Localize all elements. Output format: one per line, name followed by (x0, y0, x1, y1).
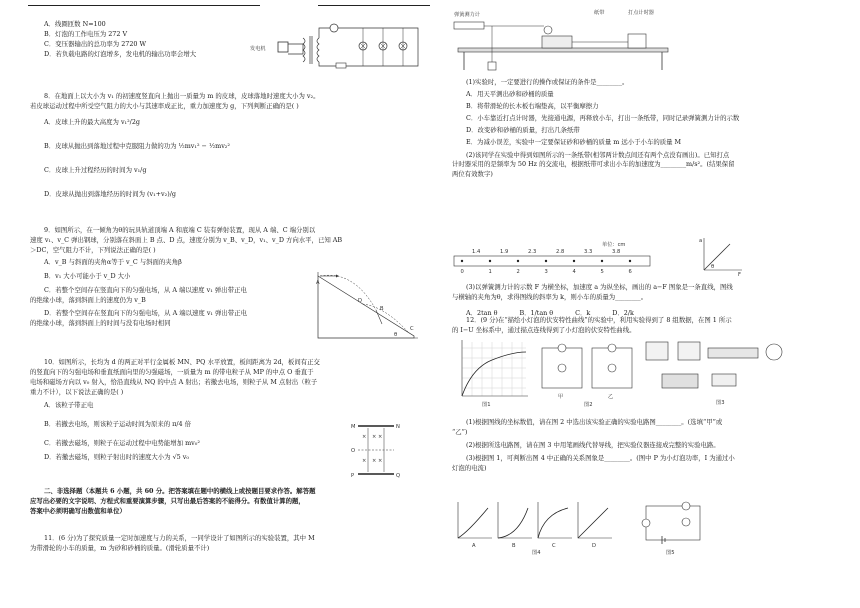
q12-sub1-cont: “乙”) (452, 427, 468, 436)
primary-coil (303, 38, 305, 62)
switch-icon (712, 374, 736, 386)
q7-options (30, 20, 260, 60)
fig4-graph (498, 502, 532, 549)
fig4-caption: 图4 (532, 550, 541, 556)
fig5-circuit (632, 498, 712, 556)
q12-sub2: (2)根据所选电路图，请在图 3 中用笔画线代替导线，把实验仪器连接成完整的实验电路。 (466, 440, 720, 449)
fig4-graph (538, 502, 572, 549)
fig1-caption: 图1 (482, 402, 491, 408)
svg-text:×: × (372, 434, 377, 440)
q11-stem-line: 为带滑轮的小车的质量，m 为砂和砂桶的质量。(滑轮质量不计) (30, 543, 210, 552)
top-rule-left (28, 5, 260, 6)
q11-apparatus-figure (452, 4, 672, 74)
generator-box (278, 42, 288, 52)
q10-stem-cont: 的竖直向下的匀强电场和垂直纸面向里的匀强磁场，一质量为 m 的带电粒子从 MP 的中点 O 垂直于 (30, 367, 314, 376)
q8 (30, 92, 430, 200)
q11-sub1-option-a: A．用天平测出砂和砂桶的质量 (466, 89, 554, 98)
tape-point-label: 0 (460, 269, 464, 274)
section-2-header (30, 487, 430, 517)
q8-option-b: B．皮球从抛出到落地过程中克服阻力做的功为 ½mv₁² − ½mv₂² (44, 141, 230, 150)
fig2-caption: 图2 (584, 402, 593, 408)
tape-point (545, 260, 547, 262)
svg-text:Q: Q (396, 473, 401, 479)
tape-point (601, 260, 603, 262)
a-f-line (704, 244, 730, 270)
voltmeter-icon (608, 344, 616, 352)
q8-option-d: D．皮球从抛出到落地经历的时间为 (v₁+v₂)/g (44, 189, 176, 198)
fig4-graph-label: B (512, 543, 516, 549)
tape-segment-value: 1.4 (472, 249, 481, 255)
q9-option-d: D．若整个空间存在竖直向下的匀强电场，从 A 端以速度 v₁ 弹出带正电 (44, 309, 247, 318)
tape-label: 纸带 (594, 10, 605, 16)
q10-option-b: B．若撤去电场，则该粒子运动时间为原来的 π/4 倍 (44, 419, 191, 428)
q11-sub2-cont: 两位有效数字) (452, 170, 493, 179)
q9-incline-figure (314, 272, 424, 342)
tape-point-label: 5 (600, 269, 604, 274)
iu-curve (462, 352, 526, 396)
tape-segment-value: 2.3 (528, 249, 537, 255)
lamp-icon (682, 502, 690, 510)
svg-text:O: O (351, 448, 356, 454)
fig4-graph (578, 502, 612, 549)
q11-sub3-option-a: A．2tan θ (466, 308, 498, 317)
tape-segment-value: 3.8 (612, 249, 621, 255)
spring-scale-label: 弹簧测力计 (454, 12, 480, 18)
q11-sub2-stem: (2)该同学在实验中得到如图所示的一条纸带(相邻两计数点间还有两个点没有画出)。已知打点 (466, 150, 730, 159)
tape-point-label: 6 (628, 269, 632, 274)
q11-sub3-cont: 与横轴的夹角为θ，求得图线的斜率为 k，则小车的质量为________。 (452, 292, 648, 301)
sand-bucket-icon (488, 62, 496, 70)
q12-sub3-cont: 灯泡的电流) (452, 463, 487, 472)
q9-option-b: B．v₁ 大小可能小于 v_D 大小 (44, 271, 131, 280)
q12-stem (452, 316, 852, 336)
q11-sub3-option-c: C．k (575, 308, 591, 317)
q12-stem-line: 12．(9 分)在“描绘小灯泡的伏安特性曲线”的实验中，利用实验得到了 8 组数据，在图 1 所示 (466, 316, 732, 324)
tape-segment-value: 1.9 (500, 249, 509, 255)
q11-sub1 (452, 78, 852, 180)
tape-strip (454, 256, 650, 266)
q11-sub3-stem: (3)以弹簧测力计的示数 F 为横坐标，加速度 a 为纵坐标，画出的 a−F 图象是一条直线，图线 (466, 283, 733, 291)
battery-icon (662, 374, 698, 388)
q10-option-c: C．若撤去磁场，则粒子在运动过程中电势能增加 mv₀² (44, 438, 200, 447)
q12-sub3: (3)根据图 1，可判断出图 4 中正确的关系图象是________。(图中 P 为小灯泡功率，I 为通过小 (466, 453, 735, 462)
q8-stem: 8．在地面上以大小为 v₁ 的初速度竖直向上抛出一质量为 m 的皮球，皮球落地时速度大小为 v₂。 (44, 92, 320, 100)
q11-sub2-cont: 计时器采用的是频率为 50 Hz 的交流电，根据纸带可求出小车的加速度为________m/s²。(结果保留 (452, 160, 735, 169)
q10-option-d: D．若撤去磁场，则粒子射出时的速度大小为 √5 v₀ (44, 453, 189, 462)
fig4-graph-label: D (592, 543, 596, 549)
bulb-icon (766, 344, 782, 360)
q11-sub1-stem: (1)实验时，一定要进行的操作或保证的条件是________。 (466, 78, 629, 86)
fig2-circuits (538, 340, 638, 408)
tape-segment-value: 3.3 (584, 249, 593, 255)
tape-point (517, 260, 519, 262)
fig4-graph (458, 502, 492, 549)
svg-text:×: × (378, 458, 383, 464)
q10-option-a: A．该粒子带正电 (44, 400, 94, 409)
fig3-apparatus (642, 338, 792, 410)
fig4-graphs (452, 498, 622, 556)
svg-text:B: B (380, 306, 384, 312)
ammeter-icon (330, 24, 338, 32)
svg-text:θ: θ (711, 264, 715, 270)
pulley-icon (544, 26, 552, 34)
fig5-caption: 图5 (666, 550, 675, 556)
tape-point-label: 1 (488, 269, 492, 274)
q10-stem-cont: 重力不计），以下说法正确的是( ) (30, 387, 124, 396)
tape-point (629, 260, 631, 262)
svg-text:N: N (396, 424, 400, 430)
q10-stem-cont: 电场和磁场方向以 v₀ 射入，恰沿直线从 NQ 的中点 A 射出；若撤去电场，则粒子从 M 点射出（粒子 (30, 377, 318, 386)
cart-icon (542, 36, 572, 48)
svg-text:θ: θ (394, 332, 398, 338)
svg-text:×: × (378, 434, 383, 440)
fig3-caption: 图3 (716, 400, 725, 406)
svg-text:P: P (351, 473, 355, 479)
section-2-cont: 应写出必要的文字说明、方程式和重要演算步骤，只写出最后答案的不能得分。有数值计算的题， (30, 496, 305, 505)
q9-option-c-cont: 的绝缘小球，落到斜面上的速度仍为 v_B (30, 295, 146, 304)
fig4-graph-label: C (552, 543, 556, 549)
q8-option-c: C．皮球上升过程经历的时间为 v₁/g (44, 165, 147, 174)
lamp-icon (682, 518, 690, 526)
spring-scale-icon (454, 22, 484, 29)
tape-point (461, 260, 463, 262)
q7-option-d: D．若负载电路的灯泡增多，发电机的输出功率会增大 (44, 49, 197, 58)
tape-point-label: 3 (544, 269, 548, 274)
q11-stem (30, 534, 430, 554)
q9-option-c: C．若整个空间存在竖直向下的匀强电场，从 A 端以速度 v₁ 弹出带正电 (44, 285, 247, 294)
svg-text:M: M (351, 424, 356, 430)
top-rule-right (318, 5, 430, 6)
tape-point (573, 260, 575, 262)
circuit-jia: 甲 (558, 394, 564, 400)
svg-text:A: A (316, 280, 320, 286)
svg-text:×: × (372, 458, 377, 464)
tape-point-label: 2 (516, 269, 520, 274)
paper-tape-figure (452, 240, 652, 274)
q8-stem-cont: 若皮球运动过程中所受空气阻力的大小与其速率成正比，重力加速度为 g，下列判断正确的是( ) (30, 101, 299, 110)
q10-plates-figure (348, 420, 404, 480)
tape-point-label: 4 (572, 269, 576, 274)
ammeter-icon (608, 364, 616, 372)
meter-icon (646, 342, 668, 360)
q11-sub1-option-e: E．为减小误差，实验中一定要保证砂和砂桶的质量 m 远小于小车的质量 M (466, 137, 682, 146)
q11-sub1-option-c: C．小车靠近打点计时器，先接通电源，再释放小车，打出一条纸带，同时记录弹簧测力计的示数 (466, 113, 740, 122)
svg-text:×: × (362, 434, 367, 440)
fig4-graph-label: A (472, 543, 476, 549)
meter-icon (642, 519, 650, 527)
svg-text:a: a (699, 238, 703, 244)
resistor-icon (336, 63, 346, 68)
tape-segment-value: 2.8 (556, 249, 565, 255)
svg-text:C: C (410, 326, 414, 332)
svg-text:F: F (738, 272, 741, 276)
tape-point (489, 260, 491, 262)
q11-sub1-option-d: D．改变砂和砂桶的质量，打出几条纸带 (466, 125, 580, 134)
q7-option-b: B．灯泡的工作电压为 272 V (44, 29, 128, 38)
fig1-iu-graph (452, 338, 532, 408)
q11-sub1-option-b: B．将带滑轮的长木板右端垫高，以平衡摩擦力 (466, 101, 599, 110)
section-2-cont: 答案中必须明确写出数值和单位） (30, 506, 126, 515)
q11-stem-line: 11．(6 分)为了探究质量一定时加速度与力的关系，一同学设计了如图所示的实验装置，其中 M (44, 534, 315, 542)
timer-label: 打点计时器 (628, 10, 654, 16)
svg-text:D: D (358, 298, 362, 304)
q9-stem-cont: 速度 v₁、v_C 弹出钢球，分别落在斜面上 B 点、D 点，速度分别为 v_B、v_D，v₁、v_D 方向水平，已知 AB (30, 235, 343, 244)
q7-option-a: A．线圈匝数 N=100 (44, 20, 106, 28)
q10-stem: 10．如图所示，长均为 d 的两正对平行金属板 MN、PQ 水平放置，板间距离为 2d，板间有正交 (44, 358, 320, 366)
q11-sub3-option-d: D．2/k (612, 308, 634, 317)
q11-sub3-option-b: B．1/tan θ (519, 308, 554, 317)
q12-sub1: (1)根据图线的坐标数值，请在图 2 中选出该实验正确的实验电路图________。(选填“甲”或 (466, 418, 723, 426)
q7-option-c: C．变压器输出的总功率为 2720 W (44, 39, 147, 48)
q7-transformer-figure (248, 8, 428, 74)
q9-stem: 9．如图所示，在一倾角为θ的玩具轨道顶端 A 和底端 C 装有弹射装置，现从 A 端、C 端分别以 (44, 226, 316, 234)
rheostat-icon (708, 348, 758, 358)
section-2-title: 二、非选择题（本题共 6 小题，共 60 分。把答案填在题中的横线上或按题目要求作答。解答题 (44, 487, 316, 495)
generator-label: 发电机 (250, 46, 266, 52)
q12-subs (452, 418, 852, 474)
q9-option-a: A．v_B 与斜面的夹角α等于 v_C 与斜面的夹角β (44, 257, 182, 266)
meter-icon (678, 342, 700, 360)
q9-option-d-cont: 的绝缘小球，落到斜面上的时间与没有电场时相同 (30, 319, 171, 328)
q9-stem-cont2: ＞DC，空气阻力不计，下列说法正确的是( ) (30, 245, 156, 254)
voltmeter-icon (558, 344, 566, 352)
q12-stem-line: 的 I−U 坐标系中，通过描点连线得到了小灯泡的伏安特性曲线。 (452, 325, 636, 334)
q11-sub3 (452, 283, 852, 319)
a-f-graph (698, 236, 744, 276)
svg-text:×: × (362, 458, 367, 464)
secondary-coil (317, 38, 319, 62)
q8-option-a: A．皮球上升的最大高度为 v₁²/2g (44, 117, 140, 126)
tape-unit: 单位：cm (602, 242, 626, 248)
timer-icon (628, 34, 646, 48)
long-board (458, 48, 668, 52)
incline (318, 276, 414, 338)
ammeter-icon (558, 364, 566, 372)
circuit-yi: 乙 (608, 394, 614, 400)
